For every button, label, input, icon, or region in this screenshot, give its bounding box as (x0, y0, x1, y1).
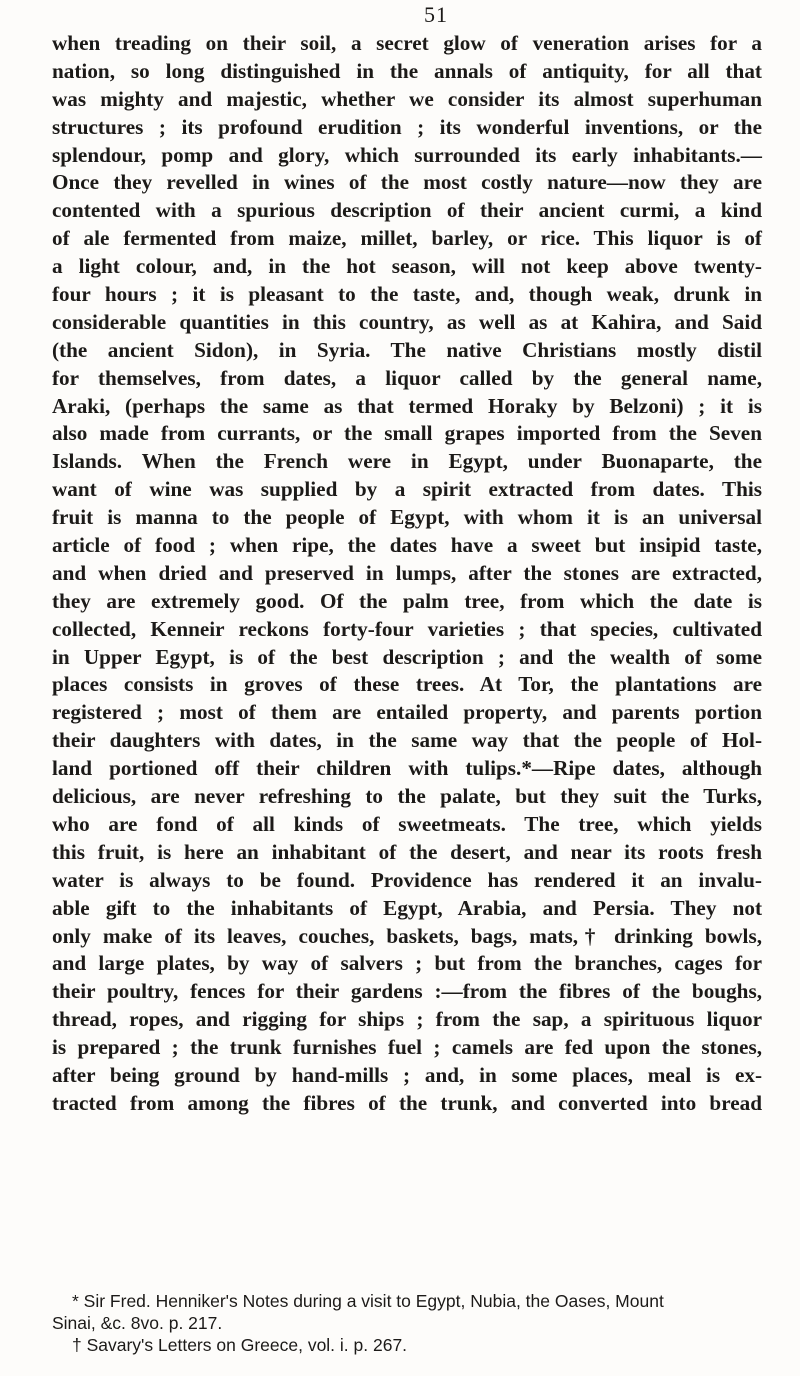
page-number: 51 (424, 2, 448, 27)
text-line: after being ground by hand-mills ; and, in some places, meal is ex- (52, 1062, 762, 1087)
text-line: Islands. When the French were in Egypt, under Buonaparte, the (52, 449, 762, 474)
text-line: when treading on their soil, a secret glow of veneration arises for a (52, 31, 762, 55)
text-line: tracted from among the fibres of the trunk, and converted into bread (52, 1090, 762, 1115)
text-line: for themselves, from dates, a liquor called by the general name, (52, 365, 762, 390)
text-line: nation, so long distinguished in the annals of antiquity, for all that (52, 58, 762, 83)
footnote-dagger: † Savary's Letters on Greece, vol. i. p. 267. (72, 1335, 408, 1355)
text-line: of ale fermented from maize, millet, barley, or rice. This liquor is of (52, 226, 762, 251)
text-line: water is always to be found. Providence has rendered it an invalu- (52, 867, 762, 892)
text-line: a light colour, and, in the hot season, will not keep above twenty- (52, 254, 762, 279)
text-line: is prepared ; the trunk furnishes fuel ; camels are fed upon the stones, (52, 1035, 762, 1060)
text-line: considerable quantities in this country, as well as at Kahira, and Said (52, 309, 762, 334)
footnotes (52, 1290, 762, 1356)
text-line: who are fond of all kinds of sweetmeats. The tree, which yields (52, 811, 762, 836)
text-line: able gift to the inhabitants of Egypt, Arabia, and Persia. They not (52, 895, 762, 920)
text-line: only make of its leaves, couches, baskets, bags, mats,† drinking bowls, (52, 923, 762, 948)
text-line: four hours ; it is pleasant to the taste, and, though weak, drunk in (52, 282, 762, 307)
text-line: collected, Kenneir reckons forty-four varieties ; that species, cultivated (52, 616, 762, 641)
footnote-star-continuation: Sinai, &c. 8vo. p. 217. (52, 1313, 223, 1333)
body-text (52, 30, 762, 1118)
text-line: in Upper Egypt, is of the best description ; and the wealth of some (52, 644, 762, 669)
text-line: want of wine was supplied by a spirit extracted from dates. This (52, 477, 762, 502)
text-line: and large plates, by way of salvers ; but from the branches, cages for (52, 951, 762, 976)
text-line: their poultry, fences for their gardens :—from the fibres of the boughs, (52, 979, 762, 1004)
text-line: and when dried and preserved in lumps, after the stones are extracted, (52, 560, 762, 585)
text-line: this fruit, is here an inhabitant of the desert, and near its roots fresh (52, 839, 762, 864)
text-line: article of food ; when ripe, the dates have a sweet but insipid taste, (52, 533, 762, 558)
text-line: delicious, are never refreshing to the palate, but they suit the Turks, (52, 784, 762, 809)
text-line: also made from currants, or the small grapes imported from the Seven (52, 421, 762, 446)
footnote-star-line: * Sir Fred. Henniker's Notes during a visit to Egypt, Nubia, the Oases, Mount (72, 1291, 664, 1311)
text-line: structures ; its profound erudition ; its wonderful inventions, or the (52, 114, 762, 139)
text-line: (the ancient Sidon), in Syria. The native Christians mostly distil (52, 337, 762, 362)
text-line: registered ; most of them are entailed property, and parents portion (52, 700, 762, 725)
text-line: they are extremely good. Of the palm tree, from which the date is (52, 588, 762, 613)
text-line: thread, ropes, and rigging for ships ; from the sap, a spirituous liquor (52, 1007, 762, 1032)
text-line: places consists in groves of these trees. At Tor, the plantations are (52, 672, 762, 697)
text-line: fruit is manna to the people of Egypt, with whom it is an universal (52, 505, 762, 530)
text-line: was mighty and majestic, whether we consider its almost superhuman (52, 86, 762, 111)
text-line: splendour, pomp and glory, which surrounded its early inhabitants.— (52, 142, 762, 167)
text-line: Araki, (perhaps the same as that termed Horaky by Belzoni) ; it is (52, 393, 762, 418)
text-line: contented with a spurious description of their ancient curmi, a kind (52, 198, 762, 223)
text-line: their daughters with dates, in the same way that the people of Hol- (52, 728, 762, 753)
text-line: Once they revelled in wines of the most costly nature—now they are (52, 170, 762, 195)
text-line: land portioned off their children with tulips.*—Ripe dates, although (52, 756, 762, 781)
